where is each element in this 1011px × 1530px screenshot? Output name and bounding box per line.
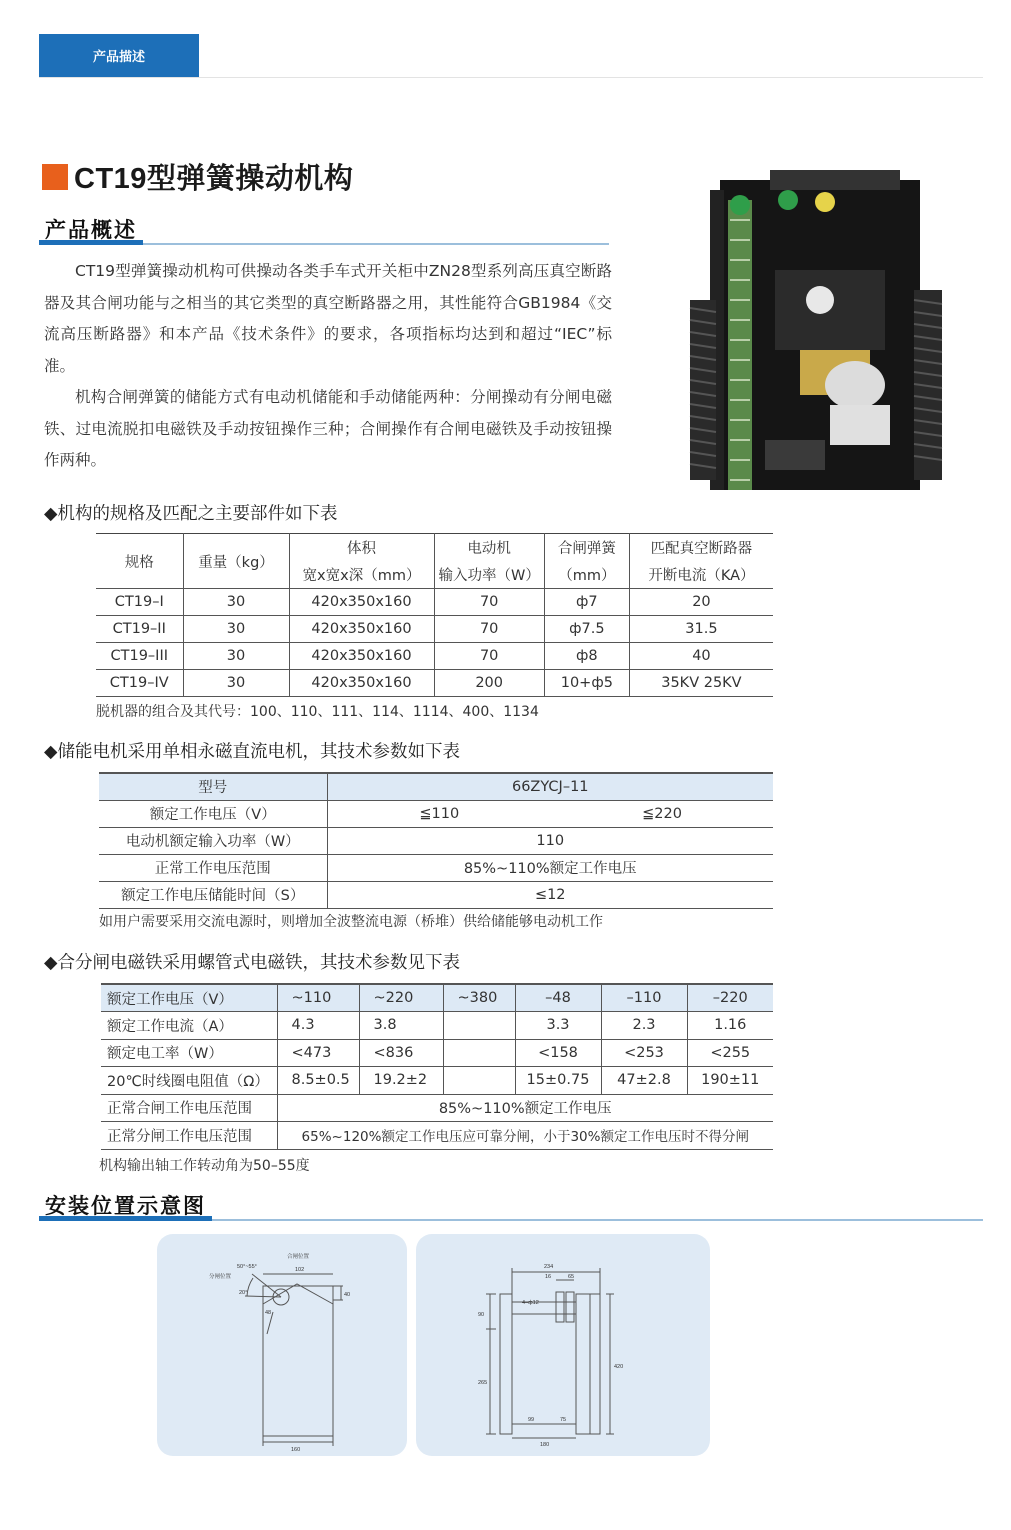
magnet-heading: ◆合分闸电磁铁采用螺管式电磁铁，其技术参数见下表 bbox=[44, 953, 460, 973]
spec-header-volume: 体积 bbox=[289, 534, 434, 561]
motor-table bbox=[99, 772, 773, 909]
page-title: CT19型弹簧操动机构 bbox=[74, 163, 354, 195]
motor-key-range: 正常工作电压范围 bbox=[99, 854, 327, 881]
diagram-label-bottom-2: 75 bbox=[560, 1417, 567, 1423]
table-cell: <253 bbox=[601, 1039, 687, 1067]
magnet-close-range-key: 正常合闸工作电压范围 bbox=[101, 1094, 277, 1122]
table-cell: 3.3 bbox=[515, 1012, 601, 1040]
close-indicator-icon bbox=[806, 286, 834, 314]
open-button-yellow-icon bbox=[815, 192, 835, 212]
table-cell: 2.3 bbox=[601, 1012, 687, 1040]
table-cell: 20℃时线圈电阻值（Ω） bbox=[101, 1067, 277, 1095]
table-cell: <255 bbox=[687, 1039, 773, 1067]
motor-value-power: 110 bbox=[327, 827, 773, 854]
diagram-label-left-2: 265 bbox=[478, 1380, 488, 1386]
close-button-green-icon bbox=[778, 190, 798, 210]
left-spring-coil bbox=[690, 300, 716, 480]
table-cell: –48 bbox=[515, 984, 601, 1012]
table-row bbox=[99, 881, 773, 908]
table-cell: –110 bbox=[601, 984, 687, 1012]
diagram-label-open-pos: 分闸位置 bbox=[209, 1274, 232, 1280]
diagram-label-angle-2: 20° bbox=[239, 1290, 248, 1296]
table-cell: 420x350x160 bbox=[289, 589, 434, 616]
table-cell: 30 bbox=[183, 643, 289, 670]
spec-header-motor: 电动机 bbox=[434, 534, 544, 561]
diagram-label-dim-2: 48 bbox=[265, 1310, 272, 1316]
table-row bbox=[96, 616, 773, 643]
title-row bbox=[42, 156, 353, 197]
table-cell: 420x350x160 bbox=[289, 670, 434, 697]
spec-note: 脱机器的组合及其代号：100、110、111、114、1114、400、1134 bbox=[96, 704, 539, 720]
magnet-close-range-value: 85%~110%额定工作电压 bbox=[277, 1094, 773, 1122]
table-cell: 1.16 bbox=[687, 1012, 773, 1040]
motor-key-power: 电动机额定输入功率（W） bbox=[99, 827, 327, 854]
table-cell: 190±11 bbox=[687, 1067, 773, 1095]
table-row bbox=[101, 1039, 773, 1067]
table-cell: 35KV 25KV bbox=[629, 670, 773, 697]
table-cell: 8.5±0.5 bbox=[277, 1067, 359, 1095]
table-cell: 4.3 bbox=[277, 1012, 359, 1040]
table-cell: ~220 bbox=[359, 984, 443, 1012]
spec-header-volume-sub: 宽x宽x深（mm） bbox=[289, 561, 434, 589]
table-cell: 30 bbox=[183, 616, 289, 643]
table-row bbox=[101, 1094, 773, 1122]
table-cell: 420x350x160 bbox=[289, 643, 434, 670]
table-cell: ~110 bbox=[277, 984, 359, 1012]
table-cell: ф7.5 bbox=[544, 616, 629, 643]
table-cell: 30 bbox=[183, 670, 289, 697]
table-cell: 200 bbox=[434, 670, 544, 697]
diagram-label-dim-1: 102 bbox=[295, 1267, 305, 1273]
table-cell: 15±0.75 bbox=[515, 1067, 601, 1095]
table-cell: ф7 bbox=[544, 589, 629, 616]
table-cell bbox=[443, 1039, 515, 1067]
table-cell: –220 bbox=[687, 984, 773, 1012]
title-marker bbox=[42, 164, 68, 190]
motor-key-time: 额定工作电压储能时间（S） bbox=[99, 881, 327, 908]
table-cell: CT19–II bbox=[96, 616, 183, 643]
overview-heading-label: 产品概述 bbox=[39, 219, 143, 245]
spec-header-breaker: 匹配真空断路器 bbox=[629, 534, 773, 561]
spec-header-breaker-sub: 开断电流（KA） bbox=[629, 561, 773, 589]
table-cell: 40 bbox=[629, 643, 773, 670]
install-heading bbox=[39, 1195, 983, 1221]
table-row bbox=[99, 773, 773, 800]
table-cell: CT19–IV bbox=[96, 670, 183, 697]
spec-heading: ◆机构的规格及匹配之主要部件如下表 bbox=[44, 504, 338, 524]
installation-side-view-diagram bbox=[416, 1234, 710, 1456]
motor-value-model: 66ZYCJ–11 bbox=[327, 773, 773, 800]
table-cell: 额定电工率（W） bbox=[101, 1039, 277, 1067]
overview-heading bbox=[39, 219, 609, 245]
tab-product-description[interactable]: 产品描述 bbox=[39, 34, 199, 77]
installation-front-view-diagram bbox=[157, 1234, 407, 1456]
close-button-green-icon bbox=[730, 195, 750, 215]
table-cell bbox=[443, 1067, 515, 1095]
table-cell: 47±2.8 bbox=[601, 1067, 687, 1095]
spec-table bbox=[96, 533, 773, 697]
terminal-strip bbox=[728, 200, 752, 490]
table-cell: 19.2±2 bbox=[359, 1067, 443, 1095]
diagram-frame bbox=[263, 1286, 333, 1436]
diagram-label-top: 234 bbox=[544, 1264, 554, 1270]
motor-value-range: 85%~110%额定工作电压 bbox=[327, 854, 773, 881]
table-cell: CT19–III bbox=[96, 643, 183, 670]
auxiliary-switch bbox=[830, 405, 890, 445]
spec-header-model: 规格 bbox=[96, 534, 183, 589]
motor-heading: ◆储能电机采用单相永磁直流电机，其技术参数如下表 bbox=[44, 742, 460, 762]
right-spring-coil bbox=[914, 290, 942, 480]
spec-header-spring-sub: （mm） bbox=[544, 561, 629, 589]
overview-paragraph-1: CT19型弹簧操动机构可供操动各类手车式开关柜中ZN28型系列高压真空断路器及其合闸功能与之相当的其它类型的真空断路器之用，其性能符合GB1984《交流高压断路器》和本产品《技术条件》的要求，各项指标均达到和超过“IEC”标准。 bbox=[44, 262, 612, 375]
table-row bbox=[96, 589, 773, 616]
install-diagram-2 bbox=[416, 1234, 710, 1456]
table-cell: 额定工作电压（V） bbox=[101, 984, 277, 1012]
magnet-table bbox=[101, 983, 773, 1150]
diagram-label-dim-3: 160 bbox=[291, 1447, 301, 1453]
diagram-label-angle: 50°~55° bbox=[237, 1264, 257, 1270]
table-cell: 10+ф5 bbox=[544, 670, 629, 697]
diagram-label-bottom-1: 99 bbox=[528, 1417, 535, 1423]
table-row bbox=[99, 854, 773, 881]
diagram-label-b: 65 bbox=[568, 1274, 575, 1280]
motor-value-voltage-1: ≦110 bbox=[327, 800, 551, 827]
install-heading-label: 安装位置示意图 bbox=[39, 1195, 212, 1221]
diagram-label-left-1: 90 bbox=[478, 1312, 485, 1318]
table-cell: 420x350x160 bbox=[289, 616, 434, 643]
motor bbox=[825, 361, 885, 409]
motor-key-model: 型号 bbox=[99, 773, 327, 800]
diagram-label-dim-4: 40 bbox=[344, 1292, 351, 1298]
table-cell: CT19–I bbox=[96, 589, 183, 616]
motor-value-voltage-2: ≦220 bbox=[551, 800, 773, 827]
tab-bar bbox=[39, 34, 983, 78]
table-cell: <473 bbox=[277, 1039, 359, 1067]
table-cell: 70 bbox=[434, 616, 544, 643]
diagram-label-hole: 4–ф12 bbox=[522, 1300, 539, 1306]
overview-text bbox=[44, 256, 612, 477]
diagram-label-close-pos: 合闸位置 bbox=[287, 1254, 310, 1260]
spec-header-spring: 合闸弹簧 bbox=[544, 534, 629, 561]
install-diagram-1 bbox=[157, 1234, 407, 1456]
product-photo bbox=[680, 150, 950, 500]
spec-header-weight: 重量（kg） bbox=[183, 534, 289, 589]
table-cell bbox=[443, 1012, 515, 1040]
table-row bbox=[96, 670, 773, 697]
table-cell: 30 bbox=[183, 589, 289, 616]
table-cell: 31.5 bbox=[629, 616, 773, 643]
motor-value-time: ≤12 bbox=[327, 881, 773, 908]
table-cell: 70 bbox=[434, 643, 544, 670]
table-cell: 70 bbox=[434, 589, 544, 616]
table-cell: ~380 bbox=[443, 984, 515, 1012]
table-cell: 20 bbox=[629, 589, 773, 616]
table-cell: <836 bbox=[359, 1039, 443, 1067]
table-row bbox=[101, 1067, 773, 1095]
table-cell: ф8 bbox=[544, 643, 629, 670]
spec-header-motor-sub: 输入功率（W） bbox=[434, 561, 544, 589]
overview-paragraph-2: 机构合闸弹簧的储能方式有电动机储能和手动储能两种：分闸操动有分闸电磁铁、过电流脱扣电磁铁及手动按钮操作三种；合闸操作有合闸电磁铁及手动按钮操作两种。 bbox=[44, 388, 612, 469]
table-row bbox=[96, 643, 773, 670]
diagram-label-a: 16 bbox=[545, 1274, 552, 1280]
diagram-label-right: 420 bbox=[614, 1364, 624, 1370]
table-cell: 额定工作电流（A） bbox=[101, 1012, 277, 1040]
table-row bbox=[101, 984, 773, 1012]
motor-note: 如用户需要采用交流电源时，则增加全波整流电源（桥堆）供给储能够电动机工作 bbox=[99, 914, 603, 930]
magnet-open-range-key: 正常分闸工作电压范围 bbox=[101, 1122, 277, 1150]
table-cell: 3.8 bbox=[359, 1012, 443, 1040]
table-row bbox=[101, 1012, 773, 1040]
table-row bbox=[99, 827, 773, 854]
table-row bbox=[99, 800, 773, 827]
motor-key-voltage: 额定工作电压（V） bbox=[99, 800, 327, 827]
magnet-open-range-value: 65%~120%额定工作电压应可靠分闸，小于30%额定工作电压时不得分闸 bbox=[277, 1122, 773, 1150]
diagram-label-bottom-3: 180 bbox=[540, 1442, 550, 1448]
table-row bbox=[101, 1122, 773, 1150]
magnet-note: 机构输出轴工作转动角为50–55度 bbox=[99, 1158, 310, 1174]
table-cell: <158 bbox=[515, 1039, 601, 1067]
